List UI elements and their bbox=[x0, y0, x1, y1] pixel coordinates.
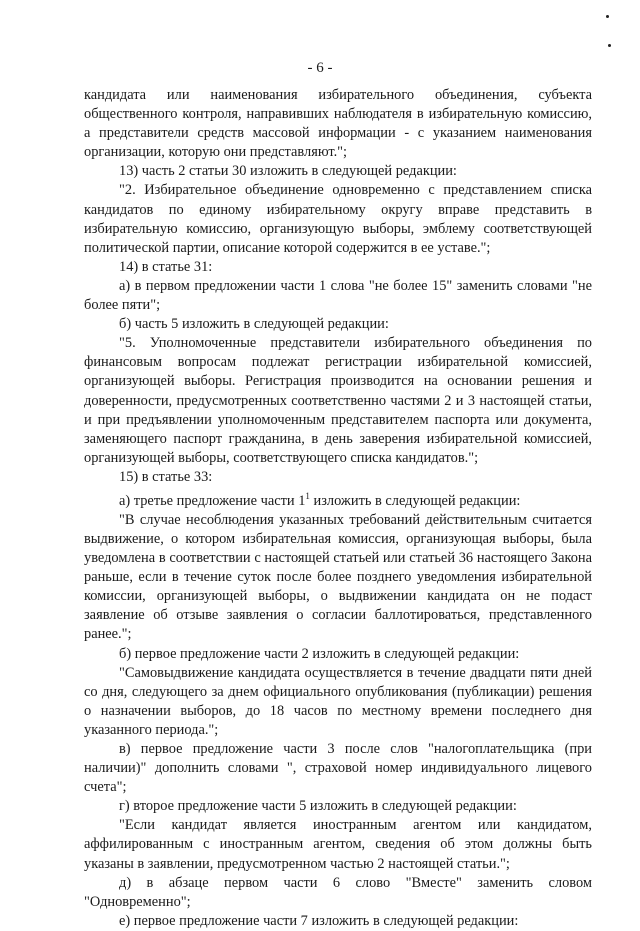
paragraph: е) первое предложение части 7 изложить в следующей редакции: bbox=[119, 912, 519, 929]
paragraph: 14) в статье 31: bbox=[119, 258, 213, 275]
paragraph: а) в первом предложении части 1 слова "не более 15" заменить словами "не более пяти"; bbox=[84, 277, 592, 314]
paragraph: д) в абзаце первом части 6 слово "Вместе" заменить словом "Одновременно"; bbox=[84, 874, 592, 910]
paragraph: б) первое предложение части 2 изложить в следующей редакции: bbox=[119, 645, 520, 662]
scan-speck bbox=[608, 44, 611, 47]
paragraph: "2. Избирательное объединение одновременно с представлением списка кандидатов по единому избирательному округу вправе представить в избирательную комиссию, организующую выборы, эмблему соответствующей политической партии, описание которой содержится в ее уставе."; bbox=[84, 182, 592, 256]
paragraph-text: а) третье предложение части 1 bbox=[119, 492, 306, 509]
paragraph: "Самовыдвижение кандидата осуществляется в течение двадцати пяти дней со дня, следующего за днем официального опубликования (публикации) решения о назначении выборов, до 18 часов по местному времени последнего дня указанного периода."; bbox=[84, 664, 592, 738]
page-number: - 6 - bbox=[307, 60, 333, 76]
paragraph: 13) часть 2 статьи 30 изложить в следующей редакции: bbox=[119, 163, 457, 180]
paragraph: "5. Уполномоченные представители избирательного объединения по финансовым вопросам подлежат регистрации избирательной комиссией, организующей выборы. Регистрация производится на основании решения и доверенности, предусмотренных соответственно частями 2 и 3 настоящей статьи, и при предъявлении уполномоченным представителем паспорта или документа, заменяющего паспорт гражданина, в день заверения избирательной комиссией, организующей выборы, соответствующего списка кандидатов."; bbox=[84, 335, 592, 466]
document-body bbox=[84, 86, 592, 931]
scan-speck bbox=[606, 15, 609, 18]
paragraph: 15) в статье 33: bbox=[119, 468, 213, 485]
paragraph: б) часть 5 изложить в следующей редакции: bbox=[119, 316, 389, 333]
paragraph-text: изложить в следующей редакции: bbox=[309, 492, 521, 509]
superscript: 1 bbox=[305, 490, 310, 501]
paragraph: "В случае несоблюдения указанных требований действительным считается выдвижение, о котором избирательная комиссия, организующая выборы, была уведомлена в соответствии с настоящей статьей или статьей 36 настоящего Закона раньше, если в течение суток после более позднего уведомления избирательной комиссии, организующей выборы, о выдвижении кандидата он не подаст заявление об отзыве заявления о согласии баллотироваться, представленного ранее."; bbox=[84, 511, 592, 643]
paragraph bbox=[84, 487, 592, 511]
paragraph: "Если кандидат является иностранным агентом или кандидатом, аффилированным с иностранным агентом, сведения об этом должны быть указаны в заявлении, предусмотренном частью 2 настоящей статьи."; bbox=[84, 817, 592, 872]
paragraph: в) первое предложение части 3 после слов "налогоплательщика (при наличии)" дополнить словами ", страховой номер индивидуального лицевого счета"; bbox=[84, 740, 592, 796]
paragraph: г) второе предложение части 5 изложить в следующей редакции: bbox=[119, 798, 517, 815]
paragraph: кандидата или наименования избирательного объединения, субъекта общественного контроля, направивших наблюдателя в избирательную комиссию, а представители средств массовой информации - с указанием наименования организации, которую они представляют."; bbox=[84, 87, 592, 161]
